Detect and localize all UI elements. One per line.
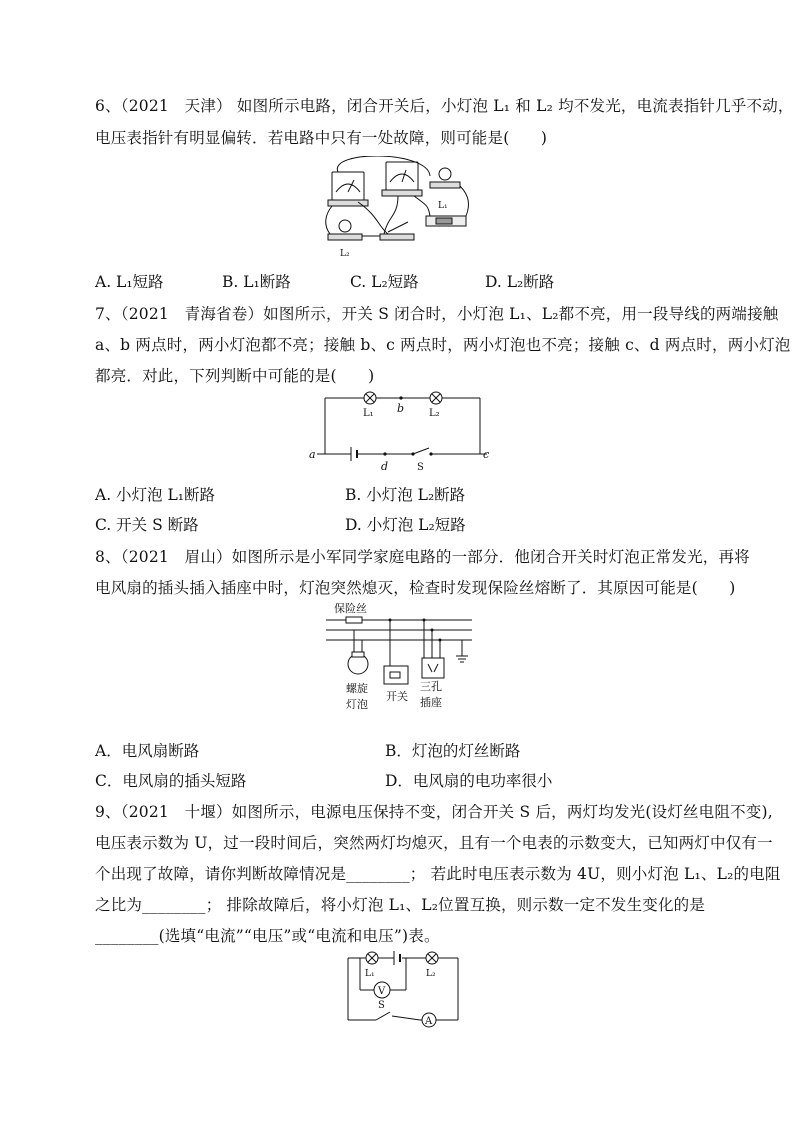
q6-number: 6、 xyxy=(95,97,121,115)
q7-stem-3: 都亮．对此，下列判断中可能的是( ) xyxy=(95,367,375,385)
q9-stem-5: ________(选填“电流”“电压”或“电流和电压”)表。 xyxy=(95,927,440,945)
q6-fig-label-l2: L₂ xyxy=(340,249,350,259)
q7-label-d: d xyxy=(381,460,389,472)
q6-circuit-figure xyxy=(318,156,478,264)
q8-fuse xyxy=(346,617,362,623)
q7-stem-2: a、b 两点时，两小灯泡都不亮；接触 b、c 两点时，两小灯泡也不亮；接触 c、d 两点时，两小灯泡 xyxy=(95,336,791,354)
q8-label-switch: 开关 xyxy=(386,690,408,703)
q9-stem-4: 之比为________； 排除故障后，将小灯泡 L₁、L₂位置互换，则示数一定不发生变化的是 xyxy=(95,896,706,914)
q8-number: 8、 xyxy=(95,548,121,566)
q8-source: （2021 眉山） xyxy=(120,548,232,566)
q6-source: （2021 天津） xyxy=(120,97,232,115)
q7-label-l1: L₁ xyxy=(363,408,374,419)
q9-label-v: V xyxy=(378,986,386,997)
q7-source: （2021 青海省卷） xyxy=(120,305,264,323)
q9-label-s: S xyxy=(378,1000,385,1011)
q9-source: （2021 十堰） xyxy=(120,803,232,821)
q7-label-c: c xyxy=(483,448,490,461)
q7-option-a[interactable]: A. 小灯泡 L₁断路 xyxy=(95,486,215,504)
q6-ammeter xyxy=(332,172,364,200)
q8-option-d[interactable]: D．电风扇的电功率很小 xyxy=(385,772,553,790)
q7-stem-1: 如图所示，开关 S 闭合时，小灯泡 L₁、L₂都不亮，用一段导线的两端接触 xyxy=(263,305,779,323)
q9-label-a: A xyxy=(425,1016,433,1027)
q6-switch xyxy=(380,234,414,240)
q9-label-l2: L₂ xyxy=(426,969,436,979)
q6-stem-1: 如图所示电路，闭合开关后，小灯泡 L₁ 和 L₂ 均不发光，电流表指针几乎不动， xyxy=(236,97,794,115)
q8-line1 xyxy=(95,547,750,567)
q7-number: 7、 xyxy=(95,305,121,323)
q8-label-socket-2: 插座 xyxy=(420,696,442,709)
q7-option-b[interactable]: B. 小灯泡 L₂断路 xyxy=(345,486,466,504)
q7-label-l2: L₂ xyxy=(429,408,440,419)
q8-option-b[interactable]: B．灯泡的灯丝断路 xyxy=(385,742,521,760)
q7-label-b: b xyxy=(397,402,405,415)
q6-fig-label-l1: L₁ xyxy=(438,201,448,211)
q6-stem-2: 电压表指针有明显偏转．若电路中只有一处故障，则可能是( ) xyxy=(95,129,548,147)
q6-voltmeter xyxy=(386,162,418,190)
q7-label-s: S xyxy=(417,462,424,472)
q6-option-c[interactable]: C. L₂短路 xyxy=(350,273,419,291)
q7-switch xyxy=(413,448,429,454)
q9-switch xyxy=(376,1012,390,1020)
q8-label-socket-1: 三孔 xyxy=(420,680,442,693)
q9-stem-3: 个出现了故障，请你判断故障情况是________； 若此时电压表示数为 4U，则小灯泡 L₁、L₂的电阻 xyxy=(95,865,781,883)
q8-label-bulb-2: 灯泡 xyxy=(346,698,368,711)
q7-circuit-figure xyxy=(305,386,495,472)
q7-option-d[interactable]: D. 小灯泡 L₂短路 xyxy=(345,516,466,534)
q7-label-a: a xyxy=(309,448,316,461)
q9-line1 xyxy=(95,802,773,822)
q8-stem-1: 如图所示是小军同学家庭电路的一部分．他闭合开关时灯泡正常发光，再将 xyxy=(231,548,750,566)
q7-option-c[interactable]: C. 开关 S 断路 xyxy=(95,516,199,534)
q8-switch-box xyxy=(384,666,408,684)
q6-lamp-l1 xyxy=(430,182,460,188)
q8-label-fuse: 保险丝 xyxy=(334,602,367,615)
q9-number: 9、 xyxy=(95,803,121,821)
q6-option-a[interactable]: A. L₁短路 xyxy=(95,273,164,291)
q6-option-b[interactable]: B. L₁断路 xyxy=(222,273,291,291)
q9-stem-2: 电压表示数为 U，过一段时间后，突然两灯均熄灭，且有一个电表的示数变大，已知两灯中仅有一 xyxy=(95,834,773,852)
q9-label-l1: L₁ xyxy=(365,969,375,979)
q6-lamp-l2 xyxy=(328,234,362,240)
q8-option-a[interactable]: A．电风扇断路 xyxy=(95,742,200,760)
q8-label-bulb-1: 螺旋 xyxy=(346,682,368,695)
q8-socket xyxy=(422,658,444,678)
q8-stem-2: 电风扇的插头插入插座中时，灯泡突然熄灭，检查时发现保险丝熔断了．其原因可能是( ) xyxy=(95,579,736,597)
q7-line1 xyxy=(95,304,779,324)
q8-option-c[interactable]: C．电风扇的插头短路 xyxy=(95,772,247,790)
q9-stem-1: 如图所示，电源电压保持不变，闭合开关 S 后，两灯均发光(设灯丝电阻不变), xyxy=(231,803,773,821)
q6-option-d[interactable]: D. L₂断路 xyxy=(485,273,555,291)
q8-household-circuit-figure xyxy=(322,600,482,716)
q6-line1 xyxy=(95,96,794,116)
q9-circuit-figure xyxy=(338,948,468,1028)
